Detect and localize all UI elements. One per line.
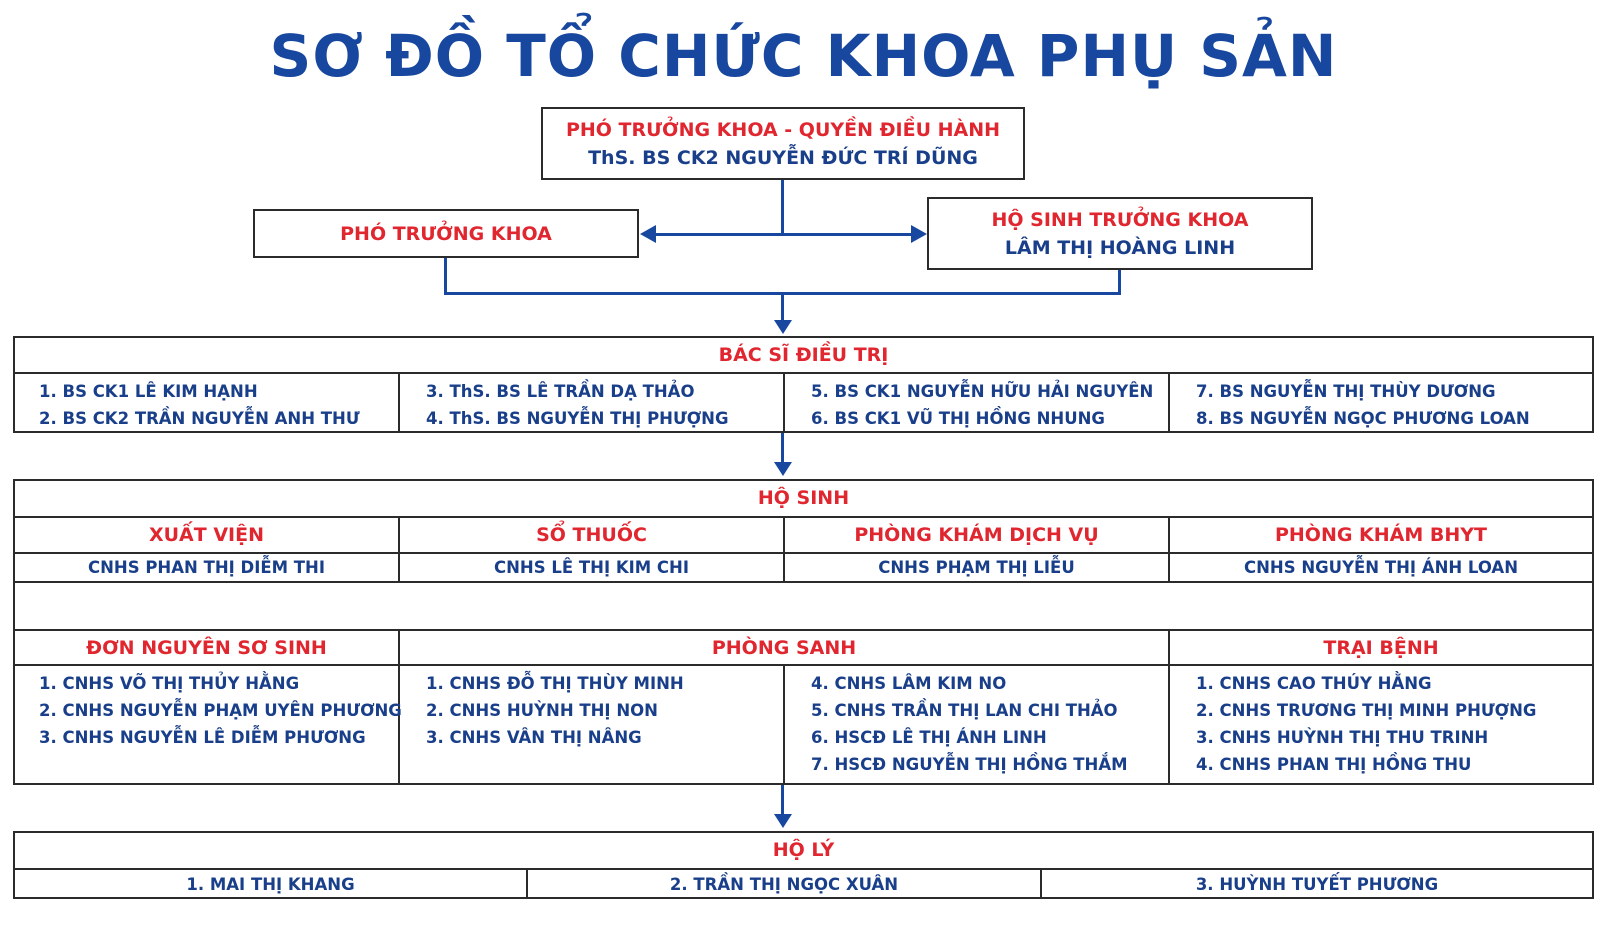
member-item: 1. CNHS VÕ THỊ THỦY HẰNG bbox=[39, 674, 300, 693]
connector-head-down bbox=[781, 180, 784, 235]
nurse-item: 2. TRẦN THỊ NGỌC XUÂN bbox=[528, 870, 1042, 899]
member-item: 4. CNHS LÂM KIM NO bbox=[811, 674, 1007, 693]
doctors-section bbox=[13, 336, 1594, 433]
unit-medication-log-person: CNHS LÊ THỊ KIM CHI bbox=[400, 554, 785, 581]
midwife-head-role: HỘ SINH TRƯỞNG KHOA bbox=[991, 208, 1249, 231]
member-item: 1. CNHS ĐỖ THỊ THÙY MINH bbox=[426, 674, 684, 693]
member-item: 3. CNHS HUỲNH THỊ THU TRINH bbox=[1196, 728, 1489, 747]
unit-ward: TRẠI BỆNH bbox=[1323, 636, 1439, 659]
doctor-item: 7. BS NGUYỄN THỊ THÙY DƯƠNG bbox=[1196, 382, 1496, 401]
member-item: 2. CNHS NGUYỄN PHẠM UYÊN PHƯƠNG bbox=[39, 701, 402, 720]
member-item: 6. HSCĐ LÊ THỊ ÁNH LINH bbox=[811, 728, 1047, 747]
arrow-to-midwife-head bbox=[911, 225, 927, 243]
member-item: 5. CNHS TRẦN THỊ LAN CHI THẢO bbox=[811, 701, 1118, 720]
delivery-members-right bbox=[785, 666, 1170, 783]
arrow-to-doctors bbox=[774, 320, 792, 334]
member-item: 2. CNHS HUỲNH THỊ NON bbox=[426, 701, 658, 720]
connector-to-nurses bbox=[781, 785, 784, 815]
unit-insurance-clinic: PHÒNG KHÁM BHYT bbox=[1274, 524, 1488, 546]
member-item: 3. CNHS NGUYỄN LÊ DIỄM PHƯƠNG bbox=[39, 728, 366, 747]
midwives-header: HỘ SINH bbox=[15, 481, 1592, 518]
nurse-item: 3. HUỲNH TUYẾT PHƯƠNG bbox=[1195, 875, 1439, 894]
member-item: 2. CNHS TRƯƠNG THỊ MINH PHƯỢNG bbox=[1196, 701, 1537, 720]
blank-spacer-row bbox=[15, 583, 1592, 631]
connector-to-midwives bbox=[781, 433, 784, 463]
doctor-item: 3. ThS. BS LÊ TRẦN DẠ THẢO bbox=[426, 382, 695, 401]
midwife-head-box bbox=[927, 197, 1313, 270]
page-title: SƠ ĐỒ TỔ CHỨC KHOA PHỤ SẢN bbox=[269, 22, 1338, 90]
doctors-header: BÁC SĨ ĐIỀU TRỊ bbox=[15, 338, 1592, 374]
doctor-item: 1. BS CK1 LÊ KIM HẠNH bbox=[39, 382, 258, 401]
connector-horizontal bbox=[655, 233, 911, 236]
doctors-col-4 bbox=[1170, 374, 1592, 433]
doctors-col-3 bbox=[785, 374, 1170, 433]
connector-to-doctors bbox=[781, 292, 784, 320]
ward-members bbox=[1170, 666, 1592, 783]
member-item: 7. HSCĐ NGUYỄN THỊ HỒNG THẮM bbox=[811, 755, 1128, 774]
doctor-item: 4. ThS. BS NGUYỄN THỊ PHƯỢNG bbox=[426, 409, 729, 428]
unit-discharge-person: CNHS PHAN THỊ DIỄM THI bbox=[15, 554, 400, 581]
arrow-to-nurses bbox=[774, 814, 792, 828]
unit-insurance-clinic-person: CNHS NGUYỄN THỊ ÁNH LOAN bbox=[1243, 558, 1519, 577]
unit-service-clinic-person: CNHS PHẠM THỊ LIỄU bbox=[785, 554, 1170, 581]
member-item: 3. CNHS VÂN THỊ NÂNG bbox=[426, 728, 642, 747]
unit-delivery-room: PHÒNG SANH bbox=[400, 631, 1170, 664]
midwife-head-name: LÂM THỊ HOÀNG LINH bbox=[1004, 236, 1236, 259]
head-role: PHÓ TRƯỞNG KHOA - QUYỀN ĐIỀU HÀNH bbox=[565, 118, 1001, 141]
member-item: 4. CNHS PHAN THỊ HỒNG THU bbox=[1196, 755, 1472, 774]
arrow-to-midwives bbox=[774, 462, 792, 476]
member-item: 1. CNHS CAO THÚY HẰNG bbox=[1196, 674, 1432, 693]
doctors-col-2 bbox=[400, 374, 785, 433]
doctor-item: 6. BS CK1 VŨ THỊ HỒNG NHUNG bbox=[811, 409, 1105, 428]
deputy-box bbox=[253, 209, 639, 258]
newborn-members bbox=[15, 666, 400, 783]
nurses-section bbox=[13, 831, 1594, 899]
doctors-col-1 bbox=[15, 374, 400, 433]
nurses-header: HỘ LÝ bbox=[15, 833, 1592, 870]
nurse-item: 1. MAI THỊ KHANG bbox=[15, 870, 528, 899]
delivery-members-left bbox=[400, 666, 785, 783]
unit-discharge: XUẤT VIỆN bbox=[15, 518, 400, 552]
arrow-to-deputy bbox=[640, 225, 656, 243]
doctor-item: 5. BS CK1 NGUYỄN HỮU HẢI NGUYÊN bbox=[811, 382, 1154, 401]
unit-medication-log: SỔ THUỐC bbox=[400, 518, 785, 552]
deputy-role: PHÓ TRƯỞNG KHOA bbox=[340, 222, 552, 245]
unit-newborn: ĐƠN NGUYÊN SƠ SINH bbox=[15, 631, 400, 664]
doctor-item: 8. BS NGUYỄN NGỌC PHƯƠNG LOAN bbox=[1196, 409, 1530, 428]
connector-deputy-down bbox=[444, 258, 447, 295]
unit-service-clinic: PHÒNG KHÁM DỊCH VỤ bbox=[785, 518, 1170, 552]
head-name: ThS. BS CK2 NGUYỄN ĐỨC TRÍ DŨNG bbox=[588, 146, 978, 169]
head-box bbox=[541, 107, 1025, 180]
midwives-section bbox=[13, 479, 1594, 785]
doctor-item: 2. BS CK2 TRẦN NGUYỄN ANH THƯ bbox=[39, 409, 360, 428]
